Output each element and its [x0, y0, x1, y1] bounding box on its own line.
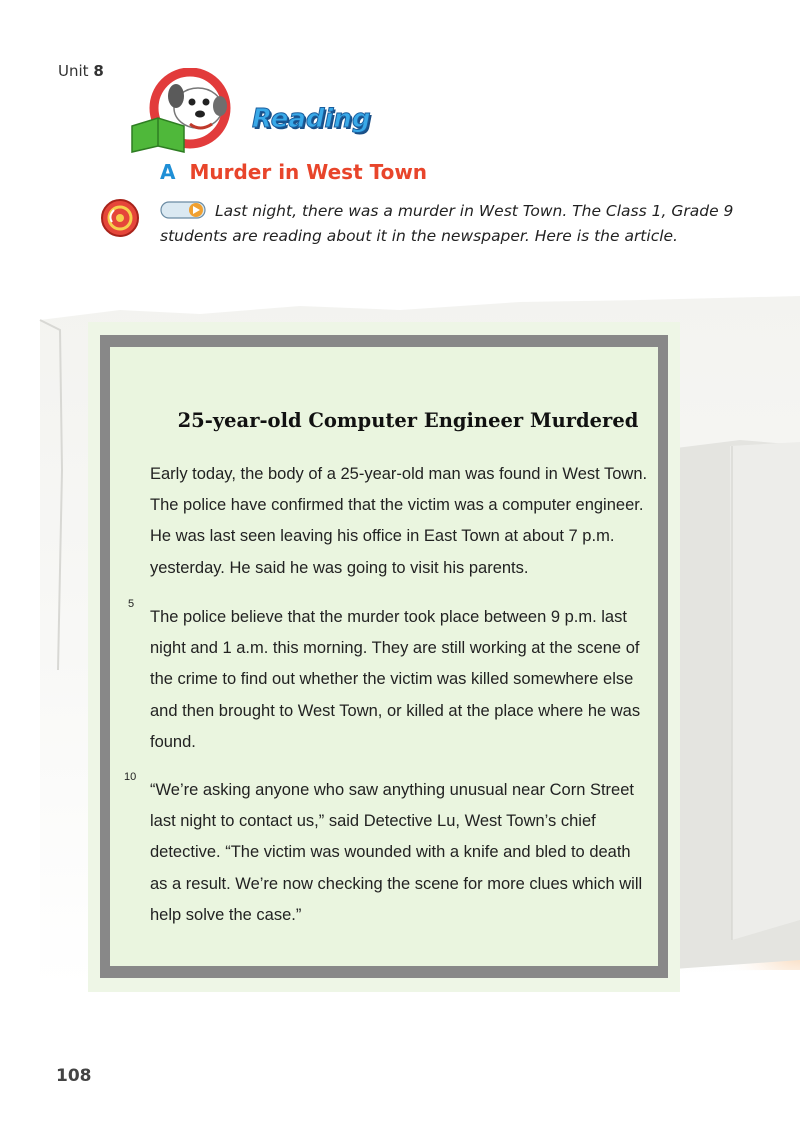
article-paragraph-2: The police believe that the murder took place between 9 p.m. last night and 1 a.m. this morning. They are still working at the scene of the crime to find out whether the victim was killed somewhere else and then brought to West Town, or killed at the place where he was found. [150, 608, 641, 751]
unit-label: Unit 8 [58, 62, 104, 80]
lesson-title-text: Murder in West Town [189, 160, 428, 184]
page-number: 108 [56, 1066, 92, 1086]
lesson-letter: A [160, 160, 176, 184]
section-title: Reading [252, 104, 371, 134]
line-number-10: 10 [124, 771, 137, 783]
article-paragraph-1: Early today, the body of a 25-year-old man was found in West Town. The police have confirmed that the victim was a computer engineer. He was last seen leaving his office in East Town at about 7 p.m. yesterday. He said he was going to visit his parents. [150, 465, 648, 577]
lesson-title [160, 160, 427, 184]
line-number-5: 5 [128, 598, 135, 610]
dog-mascot-icon [128, 68, 248, 158]
audio-cd-icon[interactable] [100, 198, 140, 238]
article-panel [110, 347, 658, 966]
article-headline: 25-year-old Computer Engineer Murdered [177, 409, 639, 432]
article-frame [100, 335, 668, 978]
intro-text: Last night, there was a murder in West Town. The Class 1, Grade 9 students are reading about it in the newspaper. Here is the article. [160, 202, 734, 245]
book-pages-right [660, 440, 800, 980]
article-paragraph-3: “We’re asking anyone who saw anything unusual near Corn Street last night to contact us,” said Detective Lu, West Town’s chief detective. “The victim was wounded with a knife and bled to death as a result. We’re now checking the scene for more clues which will help solve the case.” [150, 781, 643, 924]
